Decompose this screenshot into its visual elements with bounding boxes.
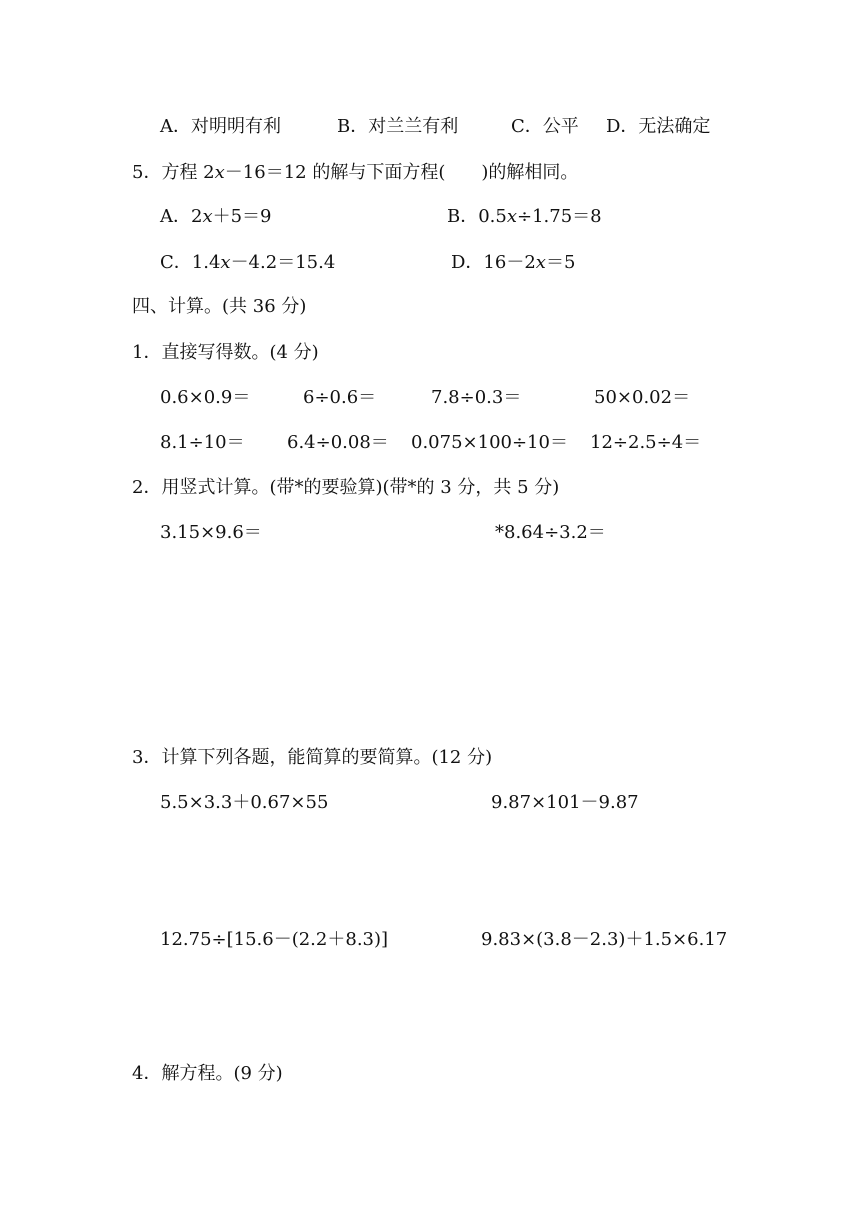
oral-calc-item: 0.6×0.9＝ — [160, 387, 251, 408]
simplify-calc-item: 9.87×101－9.87 — [491, 792, 639, 813]
oral-calc-item: 0.075×100÷10＝ — [411, 432, 568, 453]
vertical-calc-item: 3.15×9.6＝ — [160, 522, 262, 543]
oral-calc-item: 7.8÷0.3＝ — [431, 387, 522, 408]
q4-option-c: C．公平 — [511, 116, 579, 137]
simplify-calc-item: 9.83×(3.8－2.3)＋1.5×6.17 — [481, 929, 728, 950]
oral-calc-item: 6÷0.6＝ — [303, 387, 377, 408]
vertical-calc-item: *8.64÷3.2＝ — [495, 522, 606, 543]
part4-title: 4．解方程。(9 分) — [132, 1063, 283, 1084]
q5-option-d: D．16－2x＝5 — [451, 252, 576, 273]
section-4-title: 四、计算。(共 36 分) — [132, 296, 307, 317]
simplify-calc-item: 5.5×3.3＋0.67×55 — [160, 792, 329, 813]
q5-stem: 5．方程 2x－16＝12 的解与下面方程( )的解相同。 — [132, 162, 579, 183]
oral-calc-item: 50×0.02＝ — [594, 387, 691, 408]
q5-option-a: A．2x＋5＝9 — [160, 206, 272, 227]
q5-option-c: C．1.4x－4.2＝15.4 — [160, 252, 336, 273]
simplify-calc-item: 12.75÷[15.6－(2.2＋8.3)] — [160, 929, 389, 950]
part3-title: 3．计算下列各题，能简算的要简算。(12 分) — [132, 747, 493, 768]
oral-calc-item: 8.1÷10＝ — [160, 432, 245, 453]
q4-option-b: B．对兰兰有利 — [337, 116, 459, 137]
q4-option-d: D．无法确定 — [606, 116, 711, 137]
part2-title: 2．用竖式计算。(带*的要验算)(带*的 3 分，共 5 分) — [132, 477, 560, 498]
part1-title: 1．直接写得数。(4 分) — [132, 342, 319, 363]
q5-option-b: B．0.5x÷1.75＝8 — [447, 206, 602, 227]
oral-calc-item: 12÷2.5÷4＝ — [590, 432, 702, 453]
q4-option-a: A．对明明有利 — [160, 116, 281, 137]
oral-calc-item: 6.4÷0.08＝ — [287, 432, 389, 453]
